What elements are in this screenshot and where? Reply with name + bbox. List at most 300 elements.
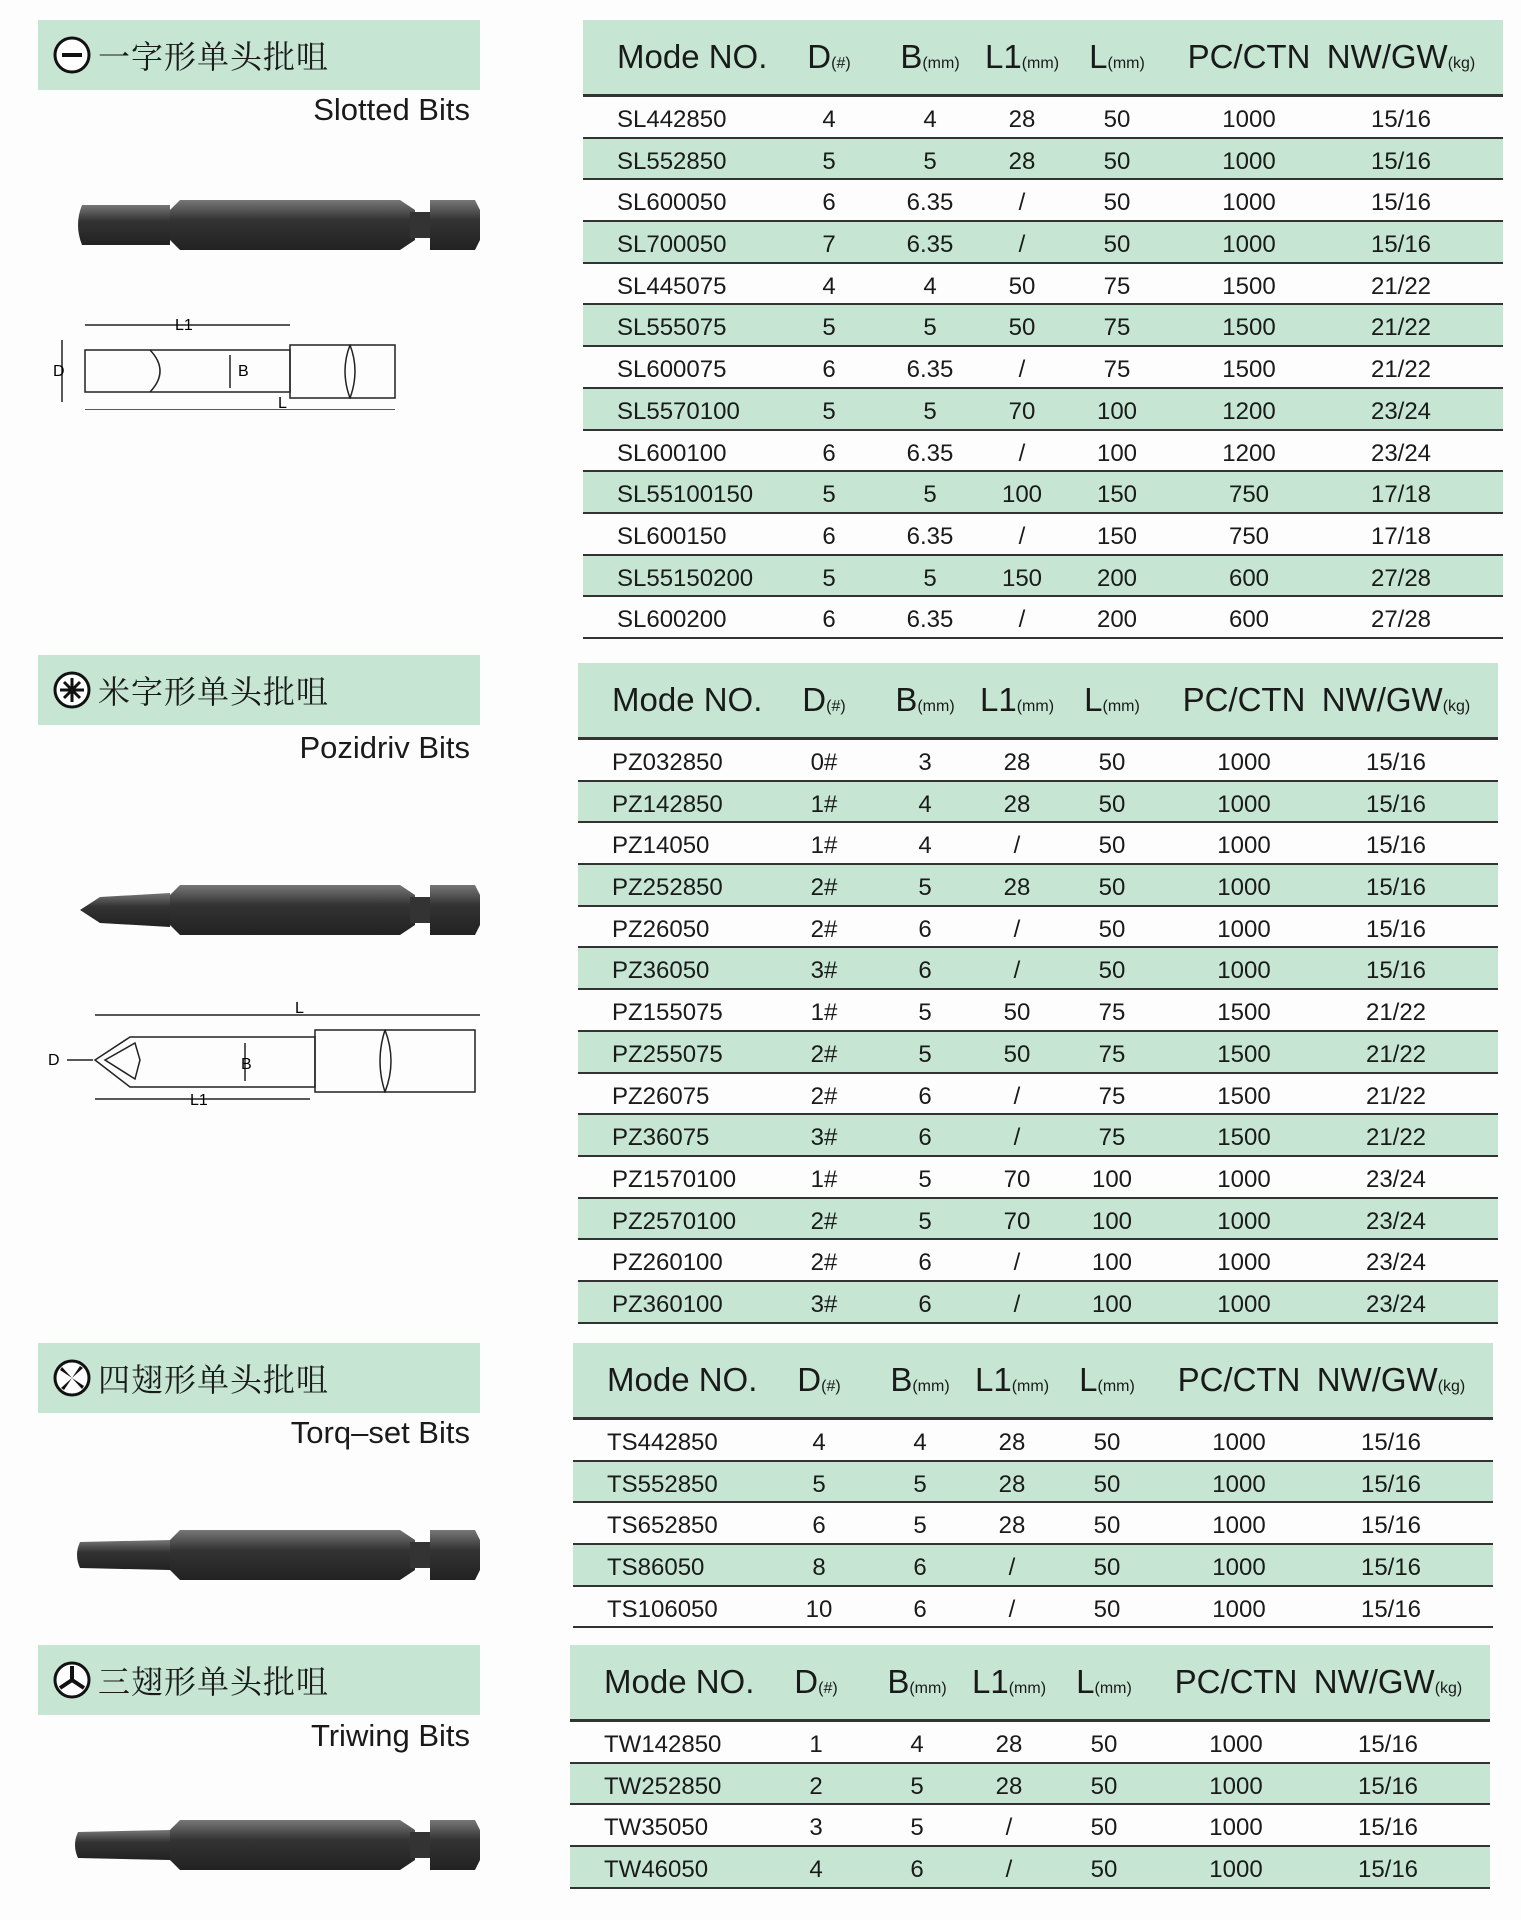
cell: 3# xyxy=(810,1124,838,1152)
cell: 6 xyxy=(822,356,836,384)
cell: 5 xyxy=(918,999,932,1027)
cell: 75 xyxy=(1098,999,1126,1027)
cell: 2 xyxy=(809,1772,823,1800)
cell: 28 xyxy=(998,1429,1026,1456)
table-row xyxy=(583,431,1503,473)
cell: 15/16 xyxy=(1370,231,1432,259)
cell: 6.35 xyxy=(906,606,954,634)
cell: 5 xyxy=(822,397,836,425)
cell: 6 xyxy=(918,1124,932,1152)
cell: 21/22 xyxy=(1365,999,1427,1027)
table-row xyxy=(578,1115,1498,1157)
cell: / xyxy=(1018,356,1026,384)
cell: 21/22 xyxy=(1365,1040,1427,1068)
cell: 15/16 xyxy=(1360,1554,1422,1582)
cell: 6.35 xyxy=(906,522,954,550)
cell: 1000 xyxy=(1212,1554,1266,1582)
table-row xyxy=(583,264,1503,306)
cell: 6 xyxy=(918,957,932,985)
table-row xyxy=(583,514,1503,556)
svg-text:L1: L1 xyxy=(175,317,193,334)
cell-model: PZ360100 xyxy=(612,1290,723,1318)
cell: 15/16 xyxy=(1370,189,1432,217)
cell: / xyxy=(1005,1814,1013,1842)
col-nw: NW/GW(kg) xyxy=(1326,38,1476,75)
cell: 50 xyxy=(1098,749,1126,776)
svg-text:B: B xyxy=(241,1056,252,1073)
spec-table-0 xyxy=(583,20,1503,639)
cell: 75 xyxy=(1103,314,1131,342)
cell: 5 xyxy=(923,564,937,592)
table-row xyxy=(583,222,1503,264)
col-pc: PC/CTN xyxy=(1177,1361,1301,1398)
cell: 21/22 xyxy=(1370,356,1432,384)
section-title-en: Triwing Bits xyxy=(310,1718,470,1753)
col-nw: NW/GW(kg) xyxy=(1321,681,1471,718)
cell: 1000 xyxy=(1217,1165,1271,1193)
table-row xyxy=(578,1199,1498,1241)
table-row xyxy=(583,139,1503,181)
cell: 1000 xyxy=(1222,231,1276,259)
cell: 15/16 xyxy=(1357,1772,1419,1800)
cell: / xyxy=(1018,606,1026,634)
cell: 1200 xyxy=(1222,439,1276,467)
cell: 5 xyxy=(822,481,836,509)
cell: 15/16 xyxy=(1357,1814,1419,1842)
cell: 100 xyxy=(1091,1290,1133,1318)
cell: 7 xyxy=(822,231,836,259)
cell: 1000 xyxy=(1212,1429,1266,1456)
table-row xyxy=(578,1240,1498,1282)
cell: 1000 xyxy=(1217,915,1271,943)
cell: 5 xyxy=(918,1207,932,1235)
col-l: L(mm) xyxy=(1089,38,1145,75)
col-d: D(#) xyxy=(797,1361,841,1398)
col-model: Mode NO. xyxy=(607,1361,758,1398)
svg-text:B: B xyxy=(238,363,249,380)
section-title-en: Slotted Bits xyxy=(313,92,470,127)
table-row xyxy=(573,1545,1493,1587)
table-row xyxy=(573,1503,1493,1545)
cell: 5 xyxy=(812,1470,826,1498)
cell: 50 xyxy=(1093,1429,1121,1456)
cell: 5 xyxy=(822,147,836,175)
cell: 200 xyxy=(1096,606,1138,634)
cell: 28 xyxy=(1008,106,1036,133)
cell: 1000 xyxy=(1217,1207,1271,1235)
cell: / xyxy=(1018,522,1026,550)
cell: 5 xyxy=(918,1040,932,1068)
cell: 100 xyxy=(1096,397,1138,425)
cell: 6.35 xyxy=(906,439,954,467)
cell: 1000 xyxy=(1212,1470,1266,1498)
cell: 1# xyxy=(810,832,838,860)
col-d: D(#) xyxy=(807,38,851,75)
cell: 10 xyxy=(805,1595,833,1623)
cell-model: SL600050 xyxy=(617,189,727,217)
cell: 27/28 xyxy=(1370,606,1432,634)
cell: 1500 xyxy=(1217,1082,1271,1110)
table-row xyxy=(578,740,1498,782)
cell: 8 xyxy=(812,1554,826,1582)
cell: 75 xyxy=(1103,356,1131,384)
table-row xyxy=(570,1722,1490,1764)
cell: 15/16 xyxy=(1365,832,1427,860)
cell: 15/16 xyxy=(1365,915,1427,943)
cell: 200 xyxy=(1096,564,1138,592)
cell: 4 xyxy=(913,1429,927,1456)
slotted-dimension-diagram xyxy=(50,310,480,410)
section-label-3 xyxy=(38,1645,480,1715)
cell: 2# xyxy=(810,1249,838,1277)
cell: 70 xyxy=(1008,397,1036,425)
cell: / xyxy=(1013,915,1021,943)
col-l: L(mm) xyxy=(1084,681,1140,718)
cell: 1500 xyxy=(1217,1124,1271,1152)
cell-model: TS552850 xyxy=(607,1470,718,1498)
cell: 5 xyxy=(923,314,937,342)
cell: 15/16 xyxy=(1365,790,1427,818)
cell: 6 xyxy=(822,189,836,217)
cell-model: SL600150 xyxy=(617,522,727,550)
cell-model: SL5570100 xyxy=(617,397,740,425)
cell: 28 xyxy=(998,1512,1026,1540)
cell-model: SL600075 xyxy=(617,356,727,384)
cell-model: PZ1570100 xyxy=(612,1165,737,1193)
cell: 4 xyxy=(923,272,937,300)
cell-model: SL600100 xyxy=(617,439,727,467)
cell: 3# xyxy=(810,1290,838,1318)
cell: 23/24 xyxy=(1365,1290,1427,1318)
cell-model: PZ032850 xyxy=(612,749,723,776)
cell: 50 xyxy=(1090,1814,1118,1842)
cell: 2# xyxy=(810,915,838,943)
cell: 50 xyxy=(1098,790,1126,818)
cell: 50 xyxy=(1090,1731,1118,1758)
cell: 5 xyxy=(822,564,836,592)
cell: 5 xyxy=(913,1512,927,1540)
cell: / xyxy=(1013,1249,1021,1277)
cell: 1000 xyxy=(1212,1595,1266,1623)
cell: / xyxy=(1013,957,1021,985)
cell: 4 xyxy=(809,1856,823,1884)
cell: 50 xyxy=(1008,272,1036,300)
cell: 4 xyxy=(918,832,932,860)
cell: 50 xyxy=(1008,314,1036,342)
table-row xyxy=(583,97,1503,139)
svg-text:L: L xyxy=(278,395,287,410)
cell: 1# xyxy=(810,790,838,818)
table-row xyxy=(583,347,1503,389)
cell: 4 xyxy=(918,790,932,818)
table-row xyxy=(583,556,1503,598)
col-l: L(mm) xyxy=(1076,1663,1132,1700)
cell: 50 xyxy=(1103,147,1131,175)
cell: 21/22 xyxy=(1365,1082,1427,1110)
cell-model: TS86050 xyxy=(607,1554,705,1582)
cell: 70 xyxy=(1003,1165,1031,1193)
table-row xyxy=(573,1587,1493,1629)
col-nw: NW/GW(kg) xyxy=(1313,1663,1463,1700)
cell: 1000 xyxy=(1209,1731,1263,1758)
col-l1: L1(mm) xyxy=(979,681,1055,718)
cell: 23/24 xyxy=(1370,439,1432,467)
cell: 6 xyxy=(822,522,836,550)
cell: 1200 xyxy=(1222,397,1276,425)
cell-model: TW35050 xyxy=(604,1814,709,1842)
cell: 150 xyxy=(1096,481,1138,509)
cell: 1500 xyxy=(1217,1040,1271,1068)
section-label-1 xyxy=(38,655,480,725)
cell: 600 xyxy=(1228,564,1270,592)
cell: 1000 xyxy=(1217,957,1271,985)
cell-model: SL700050 xyxy=(617,231,727,259)
cell: 75 xyxy=(1103,272,1131,300)
cell: 6 xyxy=(918,1290,932,1318)
section-title-cn: 一字形单头批咀 xyxy=(98,38,330,76)
cell: 15/16 xyxy=(1365,749,1427,776)
cell: 21/22 xyxy=(1365,1124,1427,1152)
bit-photo xyxy=(70,1520,490,1590)
cell-model: PZ260100 xyxy=(612,1249,723,1277)
col-d: D(#) xyxy=(802,681,846,718)
cell: 15/16 xyxy=(1360,1470,1422,1498)
cell: 100 xyxy=(1001,481,1043,509)
cell: 50 xyxy=(1098,915,1126,943)
cell: / xyxy=(1008,1595,1016,1623)
col-l1: L1(mm) xyxy=(971,1663,1047,1700)
cell: 1000 xyxy=(1217,832,1271,860)
cell: 1500 xyxy=(1222,356,1276,384)
cell: 3# xyxy=(810,957,838,985)
cell: / xyxy=(1013,1082,1021,1110)
cell: 1000 xyxy=(1217,874,1271,902)
cell: / xyxy=(1005,1856,1013,1884)
table-row xyxy=(578,865,1498,907)
cell: 1000 xyxy=(1222,147,1276,175)
col-model: Mode NO. xyxy=(617,38,768,75)
cell: / xyxy=(1018,439,1026,467)
section-title-en: Pozidriv Bits xyxy=(299,730,470,765)
table-header xyxy=(583,20,1503,97)
cell: 15/16 xyxy=(1360,1512,1422,1540)
table-row xyxy=(583,305,1503,347)
cell: 5 xyxy=(923,397,937,425)
cell-model: PZ252850 xyxy=(612,874,723,902)
cell: 27/28 xyxy=(1370,564,1432,592)
cell-model: TS442850 xyxy=(607,1429,718,1456)
cell-model: SL445075 xyxy=(617,272,727,300)
cell: 17/18 xyxy=(1370,522,1432,550)
cell: 6.35 xyxy=(906,356,954,384)
col-b: B(mm) xyxy=(900,38,960,75)
cell: 1500 xyxy=(1217,999,1271,1027)
cell: 3 xyxy=(809,1814,823,1842)
cell: 23/24 xyxy=(1365,1207,1427,1235)
table-row xyxy=(578,1157,1498,1199)
cell: 1000 xyxy=(1212,1512,1266,1540)
cell: 23/24 xyxy=(1370,397,1432,425)
cell: 5 xyxy=(910,1772,924,1800)
cell: 75 xyxy=(1098,1124,1126,1152)
cell: 6 xyxy=(918,915,932,943)
cell: 3 xyxy=(918,749,932,776)
circled-triwing-icon xyxy=(52,1660,92,1700)
table-row xyxy=(578,1074,1498,1116)
col-b: B(mm) xyxy=(895,681,955,718)
cell: 15/16 xyxy=(1357,1856,1419,1884)
cell-model: TW142850 xyxy=(604,1731,722,1758)
cell: / xyxy=(1008,1554,1016,1582)
col-nw: NW/GW(kg) xyxy=(1316,1361,1466,1398)
cell-model: SL55100150 xyxy=(617,481,754,509)
table-row xyxy=(570,1764,1490,1806)
cell: 5 xyxy=(910,1814,924,1842)
cell: 100 xyxy=(1091,1207,1133,1235)
cell: / xyxy=(1013,1290,1021,1318)
cell: 50 xyxy=(1103,231,1131,259)
table-row xyxy=(578,1032,1498,1074)
cell: 28 xyxy=(1003,749,1031,776)
cell-model: PZ26075 xyxy=(612,1082,710,1110)
cell: 1# xyxy=(810,999,838,1027)
cell: 23/24 xyxy=(1365,1165,1427,1193)
cell: 28 xyxy=(1003,874,1031,902)
cell: 1000 xyxy=(1217,1290,1271,1318)
svg-text:L1: L1 xyxy=(190,1092,208,1109)
col-pc: PC/CTN xyxy=(1174,1663,1298,1700)
cell: 6.35 xyxy=(906,189,954,217)
circled-torqset-icon xyxy=(52,1358,92,1398)
cell: 15/16 xyxy=(1357,1731,1419,1758)
col-model: Mode NO. xyxy=(612,681,763,718)
cell: 17/18 xyxy=(1370,481,1432,509)
spec-table-1 xyxy=(578,663,1498,1324)
cell: 750 xyxy=(1228,481,1270,509)
cell: 50 xyxy=(1103,189,1131,217)
cell-model: PZ2570100 xyxy=(612,1207,737,1235)
col-pc: PC/CTN xyxy=(1182,681,1306,718)
table-row xyxy=(578,1282,1498,1324)
col-pc: PC/CTN xyxy=(1187,38,1311,75)
col-d: D(#) xyxy=(794,1663,838,1700)
cell: 1# xyxy=(810,1165,838,1193)
table-row xyxy=(578,948,1498,990)
cell-model: TW252850 xyxy=(604,1772,722,1800)
table-row xyxy=(578,907,1498,949)
cell-model: TS652850 xyxy=(607,1512,718,1540)
bit-photo xyxy=(70,1810,490,1880)
pozidriv-dimension-diagram xyxy=(45,995,485,1115)
cell: 21/22 xyxy=(1370,314,1432,342)
table-row xyxy=(583,472,1503,514)
cell-model: SL442850 xyxy=(617,106,727,133)
cell-model: TW46050 xyxy=(604,1856,709,1884)
cell: 50 xyxy=(1093,1554,1121,1582)
cell: 2# xyxy=(810,874,838,902)
cell: 75 xyxy=(1098,1082,1126,1110)
col-l1: L1(mm) xyxy=(974,1361,1050,1398)
cell: 15/16 xyxy=(1370,106,1432,133)
cell: 1000 xyxy=(1217,749,1271,776)
circled-minus-icon xyxy=(52,35,92,75)
cell: 2# xyxy=(810,1207,838,1235)
cell: 4 xyxy=(822,272,836,300)
cell-model: PZ14050 xyxy=(612,832,710,860)
cell: 6 xyxy=(812,1512,826,1540)
cell: 750 xyxy=(1228,522,1270,550)
cell: 4 xyxy=(910,1731,924,1758)
svg-text:D: D xyxy=(48,1052,60,1069)
cell: 6 xyxy=(913,1595,927,1623)
cell: 50 xyxy=(1093,1470,1121,1498)
cell: 100 xyxy=(1091,1249,1133,1277)
cell: 1 xyxy=(809,1731,823,1758)
cell: 50 xyxy=(1103,106,1131,133)
cell: 6.35 xyxy=(906,231,954,259)
cell: 150 xyxy=(1096,522,1138,550)
cell: / xyxy=(1018,189,1026,217)
cell: 50 xyxy=(1098,832,1126,860)
cell: 70 xyxy=(1003,1207,1031,1235)
cell: 50 xyxy=(1090,1772,1118,1800)
table-row xyxy=(570,1805,1490,1847)
cell: 50 xyxy=(1090,1856,1118,1884)
cell: 6 xyxy=(822,439,836,467)
cell: 15/16 xyxy=(1370,147,1432,175)
cell: 6 xyxy=(913,1554,927,1582)
section-title-en: Torq–set Bits xyxy=(290,1415,470,1450)
cell-model: PZ26050 xyxy=(612,915,710,943)
cell: 5 xyxy=(923,481,937,509)
cell: 50 xyxy=(1003,1040,1031,1068)
table-row xyxy=(573,1420,1493,1462)
cell: 5 xyxy=(918,1165,932,1193)
cell: 1000 xyxy=(1209,1856,1263,1884)
cell-model: PZ36075 xyxy=(612,1124,710,1152)
cell-model: PZ255075 xyxy=(612,1040,723,1068)
cell: 6 xyxy=(918,1082,932,1110)
cell: 1000 xyxy=(1217,1249,1271,1277)
col-b: B(mm) xyxy=(887,1663,947,1700)
cell: 28 xyxy=(995,1731,1023,1758)
table-row xyxy=(570,1847,1490,1889)
spec-table-2 xyxy=(573,1343,1493,1628)
cell: 1500 xyxy=(1222,272,1276,300)
cell-model: PZ36050 xyxy=(612,957,710,985)
circled-asterisk-icon xyxy=(52,670,92,710)
svg-text:L: L xyxy=(295,1000,304,1017)
cell: 28 xyxy=(1003,790,1031,818)
section-title-cn: 四翅形单头批咀 xyxy=(98,1361,330,1399)
cell: 23/24 xyxy=(1365,1249,1427,1277)
cell: 5 xyxy=(923,147,937,175)
cell: 100 xyxy=(1091,1165,1133,1193)
cell: 5 xyxy=(918,874,932,902)
section-title-cn: 米字形单头批咀 xyxy=(98,673,330,711)
cell-model: SL55150200 xyxy=(617,564,754,592)
cell: 1000 xyxy=(1222,106,1276,133)
cell: 0# xyxy=(810,749,838,776)
section-label-0 xyxy=(38,20,480,90)
cell: / xyxy=(1013,832,1021,860)
cell-model: PZ155075 xyxy=(612,999,723,1027)
cell: 2# xyxy=(810,1082,838,1110)
bit-photo xyxy=(70,875,490,945)
cell: 1000 xyxy=(1209,1814,1263,1842)
cell: 75 xyxy=(1098,1040,1126,1068)
table-header xyxy=(578,663,1498,740)
